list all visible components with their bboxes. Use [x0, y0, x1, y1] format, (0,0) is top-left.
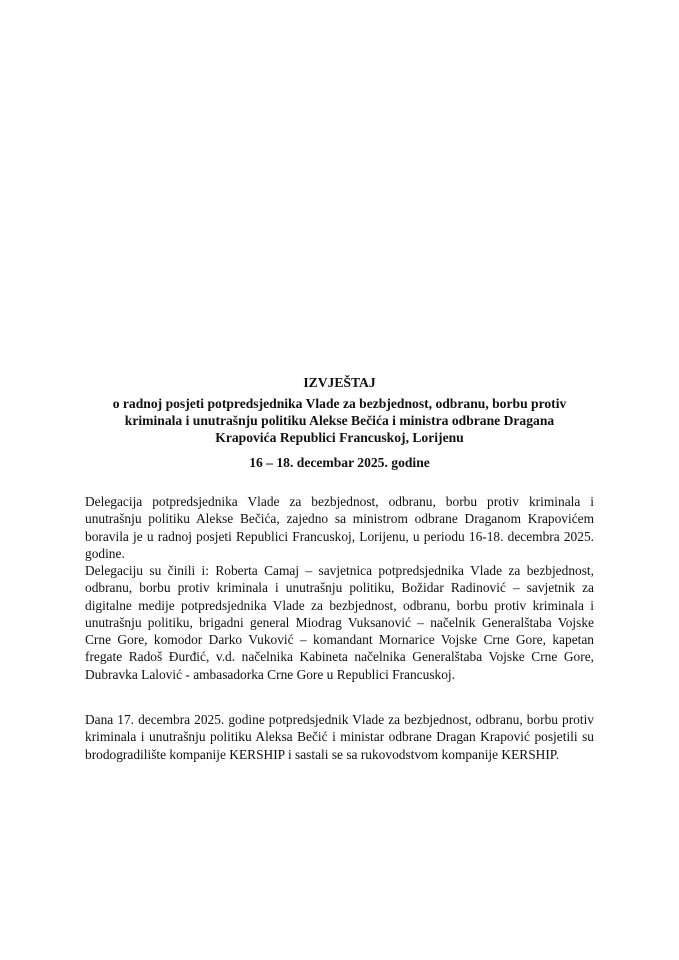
report-title-block — [96, 374, 583, 471]
report-heading: IZVJEŠTAJ — [303, 375, 376, 390]
report-dates: 16 – 18. decembar 2025. godine — [249, 455, 430, 470]
paragraph-delegation-visit: Delegacija potpredsjednika Vlade za bezbjednost, odbranu, borbu protiv kriminala i unutrašnju politiku Alekse Bečića, zajedno sa ministrom odbrane Draganom Krapovićem boravila je u radnoj posjeti Republici Francuskoj, Lorijenu, u periodu 16-18. decembra 2025. godine. — [85, 494, 594, 561]
report-subtitle: o radnoj posjeti potpredsjednika Vlade za bezbjednost, odbranu, borbu protiv kriminala i unutrašnju politiku Alekse Bečića i ministra odbrane Dragana Krapovića Republici Francuskoj, Lorijenu — [112, 396, 567, 445]
paragraph-delegation-members: Delegaciju su činili i: Roberta Camaj – savjetnica potpredsjednika Vlade za bezbjednost, odbranu, borbu protiv kriminala i unutrašnju politiku, Božidar Radinović – savjetnik za digitalne medije potpredsjednika Vlade za bezbjednost, odbranu, borbu protiv kriminala i unutrašnju politiku, brigadni general Miodrag Vuksanović – načelnik Generalštaba Vojske Crne Gore, komodor Darko Vuković – komandant Mornarice Vojske Crne Gore, kapetan fregate Radoš Đurđić, v.d. načelnika Kabineta načelnika Generalštaba Vojske Crne Gore, Dubravka Lalović - ambasadorka Crne Gore u Republici Francuskoj. — [85, 563, 594, 682]
paragraph-kership-visit: Dana 17. decembra 2025. godine potpredsjednik Vlade za bezbjednost, odbranu, borbu protiv kriminala i unutrašnju politiku Aleksa Bečić i ministar odbrane Dragan Krapović posjetili su brodogradilište kompanije KERSHIP i sastali se sa rukovodstvom kompanije KERSHIP. — [85, 712, 594, 762]
